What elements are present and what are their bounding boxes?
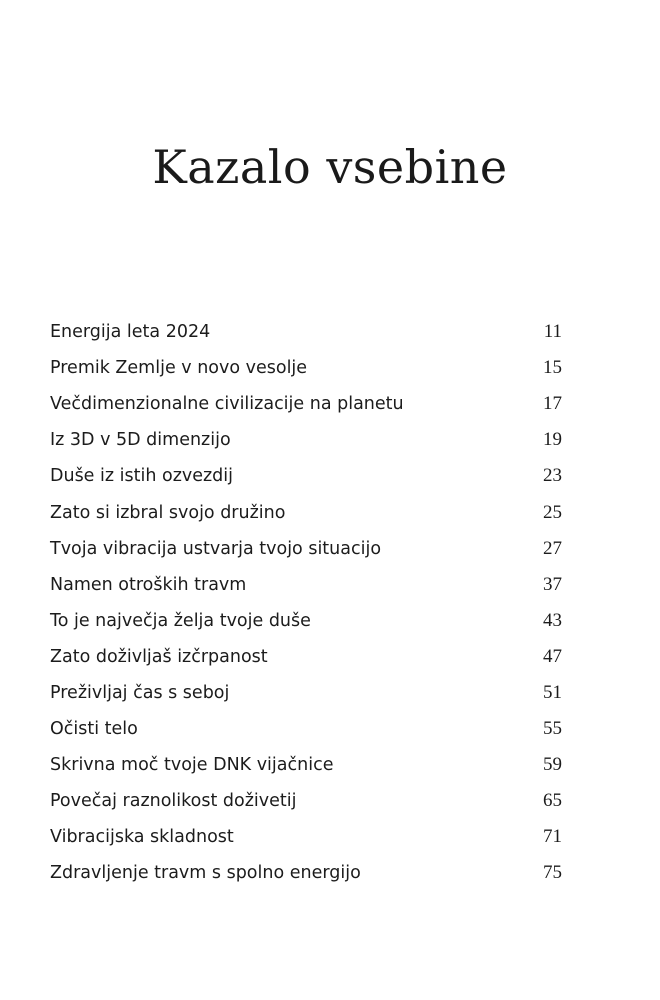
toc-entry-title: Vibracijska skladnost (50, 827, 234, 848)
toc-entry (50, 531, 562, 567)
toc-entry (50, 567, 562, 603)
toc-entry-title: Preživljaj čas s seboj (50, 682, 230, 703)
toc-entry-page-number: 27 (543, 537, 562, 559)
toc-entry (50, 494, 562, 530)
toc-entry (50, 675, 562, 711)
toc-entry-title: Duše iz istih ozvezdij (50, 466, 234, 487)
toc-entry-title: Energija leta 2024 (50, 322, 211, 343)
toc-entry-title: Iz 3D v 5D dimenzijo (50, 430, 231, 451)
toc-entry-title: To je največja želja tvoje duše (50, 610, 311, 631)
toc-entry (50, 458, 562, 494)
toc-entry (50, 819, 562, 855)
table-of-contents (50, 314, 562, 892)
toc-entry-title: Očisti telo (50, 719, 138, 740)
toc-entry-title: Tvoja vibracija ustvarja tvojo situacijo (50, 538, 382, 559)
toc-entry-page-number: 47 (543, 645, 562, 667)
toc-entry-page-number: 43 (543, 609, 562, 631)
toc-entry-title: Zdravljenje travm s spolno energijo (50, 863, 361, 884)
toc-entry-title: Zato si izbral svojo družino (50, 502, 286, 523)
toc-entry-page-number: 15 (543, 357, 562, 379)
toc-entry-title: Namen otroških travm (50, 574, 247, 595)
toc-entry (50, 747, 562, 783)
toc-entry-page-number: 11 (543, 321, 562, 343)
toc-entry (50, 855, 562, 891)
toc-entry (50, 314, 562, 350)
toc-entry-page-number: 65 (543, 790, 562, 812)
page-title: Kazalo vsebine (152, 140, 508, 194)
toc-entry-page-number: 59 (543, 754, 562, 776)
toc-entry (50, 711, 562, 747)
toc-entry-title: Povečaj raznolikost doživetij (50, 791, 297, 812)
toc-entry-title: Večdimenzionalne civilizacije na planetu (50, 394, 404, 415)
toc-entry (50, 783, 562, 819)
toc-entry-page-number: 19 (543, 429, 562, 451)
toc-entry-page-number: 75 (543, 862, 562, 884)
toc-entry-page-number: 55 (543, 718, 562, 740)
toc-entry-title: Premik Zemlje v novo vesolje (50, 358, 308, 379)
toc-entry (50, 386, 562, 422)
toc-entry-page-number: 37 (543, 573, 562, 595)
toc-entry (50, 603, 562, 639)
toc-entry-page-number: 23 (543, 465, 562, 487)
toc-entry-page-number: 25 (543, 501, 562, 523)
toc-entry-page-number: 71 (543, 826, 562, 848)
toc-entry-title: Skrivna moč tvoje DNK vijačnice (50, 755, 334, 776)
toc-entry-title: Zato doživljaš izčrpanost (50, 646, 268, 667)
toc-entry-page-number: 51 (543, 681, 562, 703)
toc-entry-page-number: 17 (543, 393, 562, 415)
toc-entry (50, 639, 562, 675)
toc-entry (50, 422, 562, 458)
toc-entry (50, 350, 562, 386)
